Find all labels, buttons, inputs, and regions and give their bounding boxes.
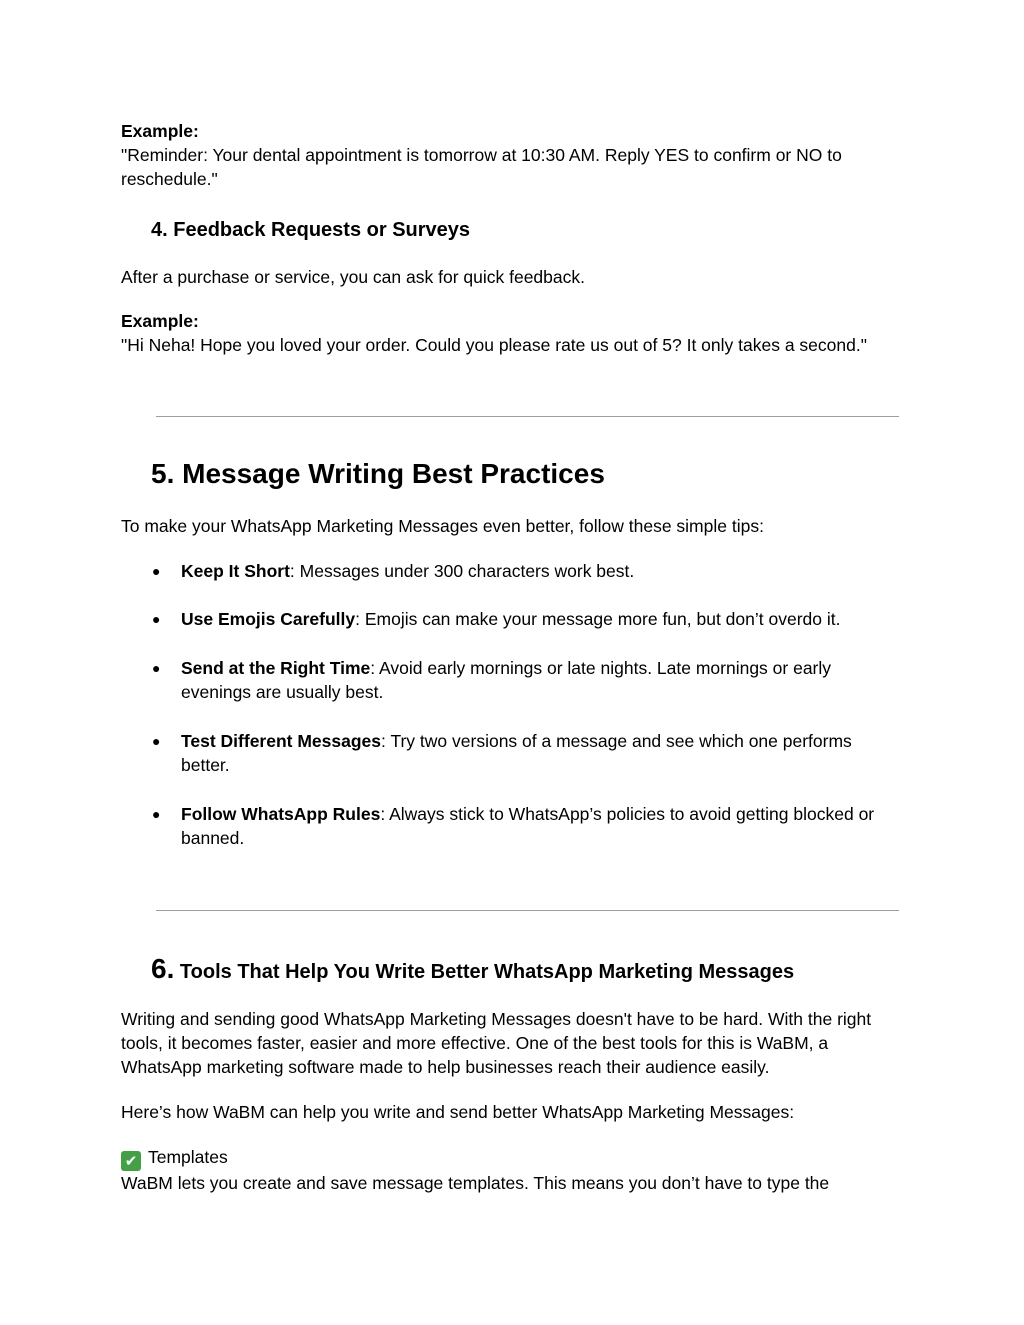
bullet-icon: ● — [152, 563, 161, 579]
section-5-intro: To make your WhatsApp Marketing Messages even better, follow these simple tips: — [121, 516, 764, 536]
feature-text: WaBM lets you create and save message templates. This means you don’t have to type the — [121, 1173, 830, 1193]
list-item-text: : Messages under 300 characters work best. — [289, 561, 635, 581]
section-6-paragraph-2: Here’s how WaBM can help you write and send better WhatsApp Marketing Messages: — [121, 1102, 795, 1122]
example-text: "Reminder: Your dental appointment is tomorrow at 10:30 AM. Reply YES to confirm or NO to reschedule." — [121, 145, 842, 189]
section-5-heading: 5. Message Writing Best Practices — [151, 458, 605, 489]
section-6-paragraph-1: Writing and sending good WhatsApp Marketing Messages doesn't have to be hard. With the right tools, it becomes faster, easier and more effective. One of the best tools for this is WaBM, a WhatsApp marketing software made to help businesses reach their audience easily. — [121, 1009, 872, 1077]
feature-title: Templates — [148, 1147, 228, 1167]
section-4-heading: 4. Feedback Requests or Surveys — [151, 219, 471, 241]
example-block-1 — [121, 119, 901, 191]
list-item-text: : Try two versions of a message and see which one performs better. — [181, 731, 852, 775]
bullet-icon: ● — [152, 660, 161, 676]
list-item-term: Follow WhatsApp Rules — [181, 804, 381, 824]
list-item-term: Keep It Short — [181, 561, 290, 581]
list-item-term: Test Different Messages — [181, 731, 382, 751]
list-item-term: Send at the Right Time — [181, 658, 371, 678]
list-item-text: : Always stick to WhatsApp’s policies to avoid getting blocked or banned. — [181, 804, 875, 848]
bullet-icon: ● — [152, 806, 161, 822]
feature-templates — [121, 1145, 901, 1195]
list-item-text: : Emojis can make your message more fun, but don’t overdo it. — [355, 609, 841, 629]
section-4-intro: After a purchase or service, you can ask for quick feedback. — [121, 267, 585, 287]
example-text: "Hi Neha! Hope you loved your order. Could you please rate us out of 5? It only takes a second." — [121, 335, 867, 355]
example-label: Example: — [121, 121, 199, 141]
section-6-title: Tools That Help You Write Better WhatsApp Marketing Messages — [174, 961, 795, 983]
horizontal-rule — [156, 416, 899, 417]
list-item-term: Use Emojis Carefully — [181, 609, 356, 629]
horizontal-rule — [156, 910, 899, 911]
example-block-2 — [121, 309, 901, 357]
section-6-heading — [151, 952, 794, 989]
example-label: Example: — [121, 311, 199, 331]
check-mark-emoji-icon: ✔ — [121, 1151, 141, 1171]
bullet-icon: ● — [152, 611, 161, 627]
section-6-number: 6. — [151, 953, 175, 984]
list-item-text: : Avoid early mornings or late nights. Late mornings or early evenings are usually best. — [181, 658, 832, 702]
bullet-icon: ● — [152, 733, 161, 749]
